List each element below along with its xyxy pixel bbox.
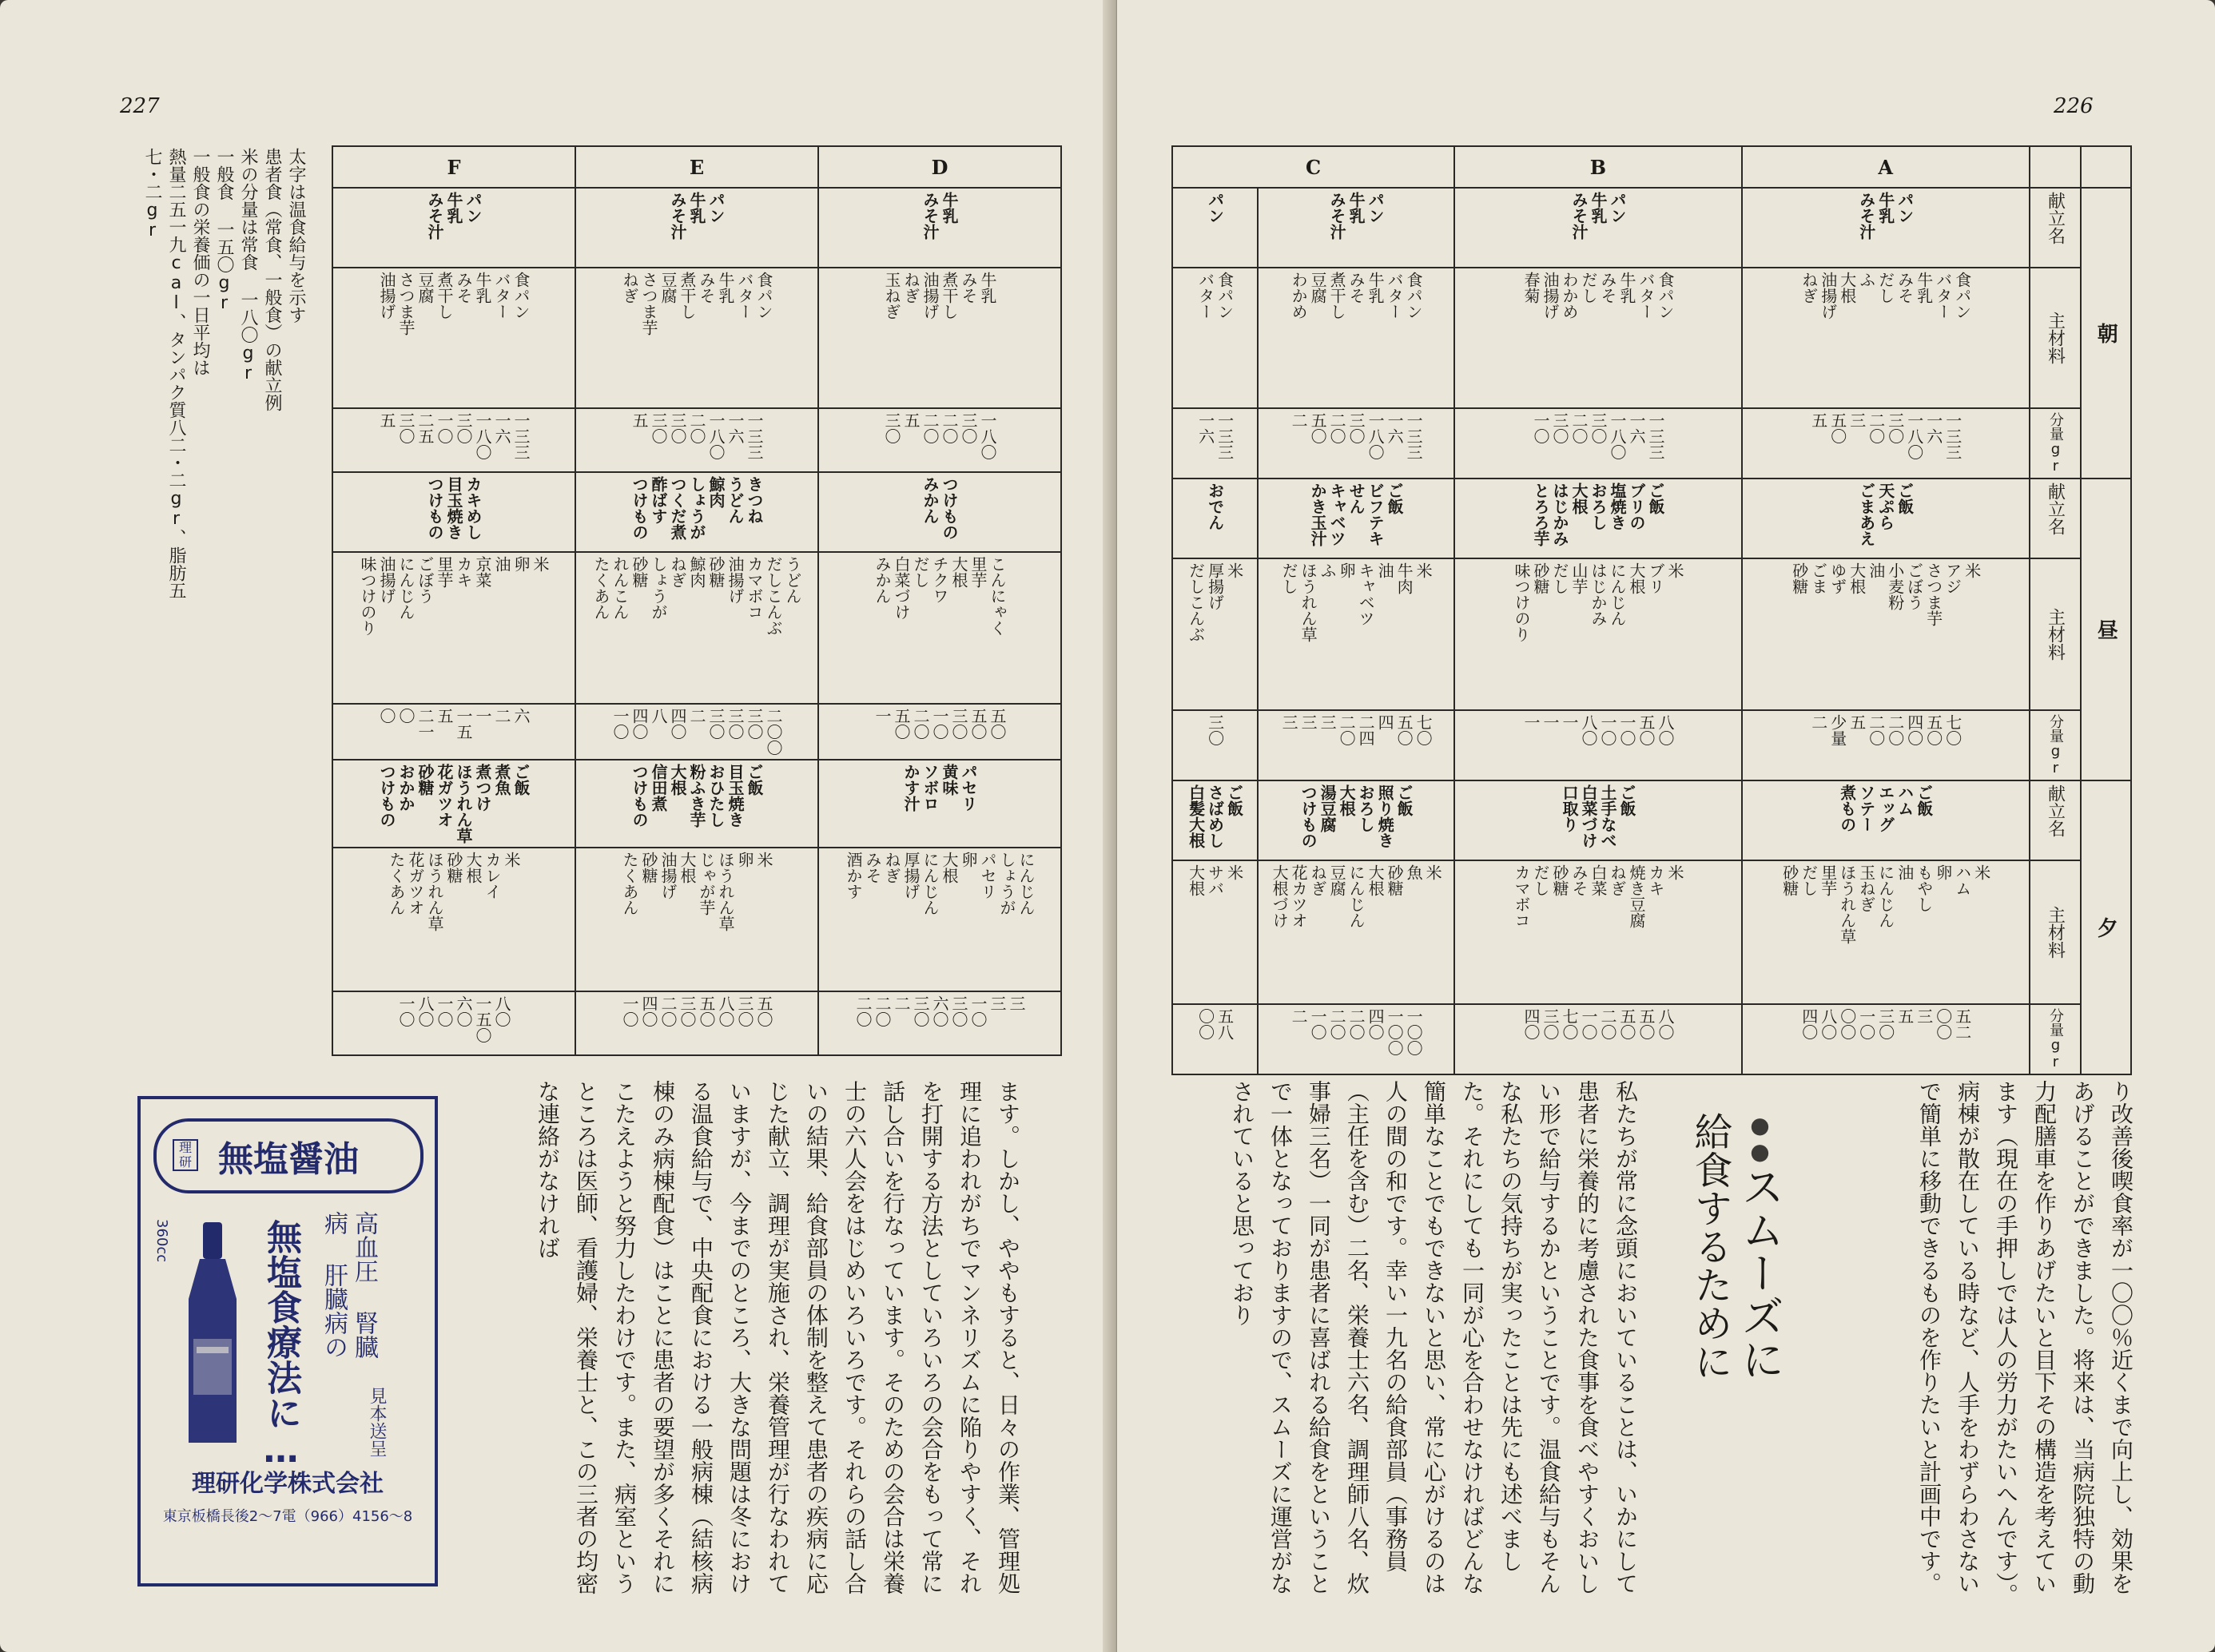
row-header-quantity: 分量gr <box>2046 412 2064 475</box>
menu-cell: ご飯 ブリの 塩焼き おろし 大根 はじかみ とろろ芋 <box>1530 482 1665 546</box>
row-header-ingredients: 主材料 <box>2045 312 2066 364</box>
note-line: 一般食 一五〇gr <box>214 148 234 313</box>
lunch-ingredients-row <box>332 552 1061 704</box>
row-header-menu: 献立名 <box>2045 192 2066 244</box>
quantity-cell: 一三三 一六 一八〇 三〇 二〇 三〇 一〇 <box>1530 412 1665 460</box>
header-spacer <box>2081 146 2131 188</box>
menu-cell: きつね うどん 鯨肉 しょうが つくだ煮 酢ばす つけもの <box>630 476 764 540</box>
menu-cell: ご飯 土手なべ 白菜づけ 口取り <box>1559 784 1636 848</box>
table-header-row <box>1172 146 2131 188</box>
lunch-menu-row <box>1172 479 2131 558</box>
column-header-d: D <box>818 146 1061 188</box>
menu-cell: ご飯 ハム エッグ ソテー 煮もの <box>1837 784 1934 832</box>
quantity-cell: 一三三 一六 一八〇 三〇 二〇 五〇 二 <box>1289 412 1424 460</box>
ingredient-cell: 米 ハム 卵 もやし 油 にんじん 玉ねぎ ほうれん草 里芋 だし 砂糖 <box>1780 864 1991 944</box>
ingredient-cell: 食パン バター 牛乳 みそ 煮干し 豆腐 わかめ <box>1289 272 1424 320</box>
quantity-cell: 三〇 <box>1205 714 1225 746</box>
ad-address: 東京板橋長後2〜7電（966）4156〜8 <box>162 1508 413 1525</box>
dinner-ingredients-row <box>332 848 1061 991</box>
lunch-ingredients-row <box>1172 558 2131 710</box>
ad-sample-offer: 見本送呈 <box>367 1387 387 1457</box>
breakfast-menu-row <box>332 188 1061 268</box>
ingredient-cell: 食パン バター <box>1195 272 1235 320</box>
dinner-menu-row <box>332 760 1061 848</box>
dinner-quantity-row <box>332 991 1061 1055</box>
menu-cell: ご飯 天ぷら ごまあえ <box>1856 482 1915 546</box>
article-body-right-2: 私たちが常に念頭においていることは、いかにして患者に栄養的に考慮された食事を食べやすくおいしい形で給与するかということです。温食給与もそんな私たちの気持ちが実ったことは先にも述べました。それにしても一同が心を合わせなければどんな簡単なことでもできないと思い、常に心がけるのは人の間の和です。幸い一九名の給食部員（事務員（主任を含む）二名、栄養士六名、調理師八名、炊事婦三名）一同が患者に喜ばれる給食をということで一体となっておりますので、スムーズに運営がなされていると思っており <box>1229 1080 1639 1594</box>
menu-cell: パン <box>1205 192 1225 224</box>
ingredient-cell: 食パン バター 牛乳 みそ 煮干し 豆腐 さつま芋 油揚げ <box>377 272 531 336</box>
quantity-cell: 一八〇 三〇 二〇 二〇 五 三〇 <box>882 412 997 460</box>
quantity-cell: 一三三 一六 一八〇 三〇 二〇 三 五〇 五 <box>1808 412 1962 460</box>
breakfast-quantity-row <box>332 408 1061 472</box>
meal-dinner: 夕 <box>2094 917 2118 938</box>
ingredient-cell: 米 カレイ 大根 砂糖 ほうれん草 花ガツオ たくあん <box>387 852 521 931</box>
row-header-quantity: 分量gr <box>2046 1008 2064 1070</box>
menu-cell: ご飯 煮魚 煮つけ ほうれん草 花ガツオ 砂糖 おかか つけもの <box>377 764 531 844</box>
lunch-quantity-row <box>332 704 1061 760</box>
note-line: 熱量二五一九cal、タンパク質八二・二gr、脂肪五 <box>166 148 186 599</box>
header-spacer <box>2030 146 2082 188</box>
menu-cell: ご飯 ビフテキ せん キャベツ かき玉汁 <box>1308 482 1405 546</box>
ingredient-cell: 米 サバ 大根 <box>1186 864 1244 896</box>
dinner-ingredients-row <box>1172 860 2131 1004</box>
row-header-ingredients: 主材料 <box>2045 608 2066 661</box>
menu-cell: パセリ 黄味 ソボロ かす汁 <box>901 764 978 812</box>
breakfast-menu-row <box>1172 188 2131 268</box>
lunch-menu-row <box>332 472 1061 552</box>
meal-breakfast: 朝 <box>2094 323 2118 344</box>
menu-table-right <box>1171 145 2132 1075</box>
page-number-right: 226 <box>2054 94 2094 118</box>
section-heading <box>1686 1112 1785 1380</box>
dinner-menu-row <box>1172 780 2131 860</box>
breakfast-quantity-row <box>1172 408 2131 479</box>
quantity-cell: 一三三 一六 <box>1195 412 1235 460</box>
ingredient-cell: 米 ブリ 大根 にんじん はじかみ 山芋 だし 砂糖 味つけのり <box>1511 562 1684 642</box>
ad-company: 理研化学株式会社 <box>192 1470 384 1498</box>
ingredient-cell: 米 カキ 焼き豆腐 ねぎ 白菜 みそ 砂糖 だし カマボコ <box>1511 864 1684 928</box>
quantity-cell: 八〇 一五〇 六〇 一〇 八〇 一〇 <box>396 995 511 1043</box>
quantity-cell: 七〇 五〇 四 二四 二〇 三 三 三 <box>1279 714 1434 746</box>
quantity-cell: 六 二 一 一五 五 二一 〇 〇 <box>377 708 531 740</box>
menu-cell: ご飯 さばめし 白髪大根 <box>1186 784 1244 848</box>
menu-cell: パン 牛乳 みそ汁 <box>1569 192 1627 240</box>
lunch-quantity-row <box>1172 710 2131 780</box>
column-header-c: C <box>1172 146 1454 188</box>
quantity-cell: 一三三 一六 一八〇 三〇 一〇 二五 三〇 五 <box>377 412 531 460</box>
right-page <box>1117 0 2215 1652</box>
quantity-cell: 八〇 五〇 一〇 一〇 八〇 一 一 一 <box>1521 714 1675 746</box>
quantity-cell: 五二 〇〇 三 五 三〇 一〇 〇〇 八〇 四〇 <box>1799 1008 1972 1040</box>
menu-cell: パン 牛乳 みそ汁 <box>1856 192 1915 240</box>
quantity-cell: 七〇 五〇 四〇 二〇 二〇 五 少量 二 <box>1808 714 1962 746</box>
row-header-quantity: 分量gr <box>2046 714 2064 776</box>
note-line: 太字は温食給与を示す <box>286 148 306 324</box>
ingredient-cell: 米 卵 ほうれん草 じゃが芋 大根 油揚げ 砂糖 たくあん <box>620 852 773 931</box>
dinner-quantity-row <box>1172 1004 2131 1074</box>
ingredient-cell: こんにゃく 里芋 大根 チクワ だし 白菜づけ みかん <box>873 556 1007 636</box>
ad-slogan: 無塩食療法に… <box>260 1219 301 1471</box>
note-line: 患者食（常食、一般食）の献立例 <box>262 148 282 411</box>
menu-cell: 牛乳 みそ汁 <box>921 192 959 240</box>
meal-lunch: 昼 <box>2094 619 2118 640</box>
quantity-cell: 五〇 三〇 八〇 五〇 三〇 二〇 四〇 一〇 <box>620 995 773 1027</box>
ad-illnesses: 高血圧 腎臓病 肝臓病の <box>320 1211 378 1359</box>
ingredient-cell: 米 アジ さつま芋 ごぼう 小麦粉 油 大根 ゆず ごま 砂糖 <box>1789 562 1982 626</box>
table-notes <box>140 148 308 1042</box>
quantity-cell: 一三三 一六 一八〇 二〇 三〇 三〇 五 <box>630 412 764 460</box>
menu-cell: つけもの みかん <box>921 476 959 540</box>
menu-cell: パン 牛乳 みそ汁 <box>1327 192 1386 240</box>
ingredient-cell: 食パン バター 牛乳 みそ だし わかめ 油揚げ 春菊 <box>1521 272 1675 320</box>
quantity-cell: 一〇〇 一〇〇 四〇 二〇 二〇 一〇 二 <box>1289 1008 1424 1056</box>
breakfast-ingredients-row <box>332 268 1061 408</box>
ingredient-cell: 米 牛肉 油 キャベツ 卵 ふ ほうれん草 だし <box>1279 562 1434 642</box>
quantity-cell: 八〇 五〇 五〇 二〇 一〇 七〇 三〇 四〇 <box>1521 1008 1675 1040</box>
quantity-cell: 五〇 五〇 三〇 一〇 二〇 五〇 一 <box>873 708 1007 740</box>
quantity-cell: 五八 〇〇 <box>1195 1008 1235 1040</box>
article-body-left: ます。しかし、ややもすると、日々の作業、管理処理に追われがちでマンネリズムに陥りやすく、それを打開する方法としていろいろの会合をもって常に話し合いを行なっています。そのための会合は栄養士の六人会をはじめいろいろです。それらの話し合いの結果、給食部員の体制を整えて患者の疾病に応じた献立、調理が実施され、栄養管理が行なわれていますが、今までのところ、大きな問題は冬における温食給与で、中央配食における一般病棟（結核病棟のみ病棟配食）はことに患者の要望が多くそれにこたえようと努力したわけです。また、病室というところは医師、看護婦、栄養士と、この三者の均密な連絡がなければ <box>535 1080 1021 1594</box>
breakfast-ingredients-row <box>1172 268 2131 408</box>
ingredient-cell: 牛乳 みそ 煮干し 油揚げ ねぎ 玉ねぎ <box>882 272 997 320</box>
column-header-e: E <box>575 146 818 188</box>
heading-line-1: スムーズに <box>1735 1165 1785 1380</box>
ad-volume: 360cc <box>153 1219 170 1263</box>
column-header-a: A <box>1742 146 2030 188</box>
bottle-icon <box>173 1219 253 1451</box>
row-header-ingredients: 主材料 <box>2045 906 2066 959</box>
ingredient-cell: うどん だしこんぶ カマボコ 油揚げ 砂糖 鯨肉 ねぎ しょうが 砂糖 れんこん たくあん <box>591 556 802 636</box>
menu-cell: カキめし 目玉焼き つけもの <box>425 476 483 540</box>
note-line: 米の分量は常食 一八〇gr <box>238 148 258 383</box>
article-body-right-1: り改善後喫食率が一〇〇％近くまで向上し、効果をあげることができました。将来は、当病院独特の動力配膳車を作りあげたいと目下その構造を考えています（現在の手押しでは人の労力がたいへんです）。病棟が散在している時など、人手をわずらわさないで簡単に移動できるものを作りたいと計画中です。 <box>1916 1080 2134 1606</box>
heading-line-2: 給食するために <box>1688 1112 1732 1380</box>
ingredient-cell: 食パン バター 牛乳 みそ だし ふ 大根 油揚げ ねぎ <box>1799 272 1972 320</box>
ingredient-cell: 米 魚 砂糖 大根 にんじん 豆腐 ねぎ 花カツオ 大根づけ <box>1270 864 1443 928</box>
menu-cell: ご飯 目玉焼き おひたし 粉ふき芋 大根 信田煮 つけもの <box>630 764 764 828</box>
ad-title: 無塩醤油 <box>153 1118 424 1193</box>
menu-cell: パン 牛乳 みそ汁 <box>425 192 483 240</box>
table-header-row <box>332 146 1061 188</box>
menu-cell: おでん <box>1205 482 1225 530</box>
note-line: 七・二gr <box>142 148 162 240</box>
menu-cell: パン 牛乳 みそ汁 <box>668 192 726 240</box>
quantity-cell: 三 三 一〇 三〇 六〇 三〇 二 二〇 二〇 <box>853 995 1026 1027</box>
row-header-menu: 献立名 <box>2045 784 2066 837</box>
page-number-left: 227 <box>120 94 160 118</box>
soy-sauce-advertisement <box>137 1096 438 1586</box>
row-header-menu: 献立名 <box>2045 482 2066 535</box>
heading-bullet: ●● <box>1747 1112 1773 1165</box>
ingredient-cell: 米 卵 油 京菜 カキ 里芋 ごぼう にんじん 油揚げ 味つけのり <box>358 556 550 636</box>
column-header-f: F <box>332 146 575 188</box>
ingredient-cell: 米 厚揚げ だしこんぶ <box>1186 562 1244 642</box>
menu-cell: ご飯 照り焼き おろし 大根 湯豆腐 つけもの <box>1298 784 1414 848</box>
note-line: 一般食の栄養価の一日平均は <box>190 148 210 376</box>
ad-brand-mark: 理研 <box>173 1139 198 1171</box>
column-header-b: B <box>1454 146 1742 188</box>
ingredient-cell: 食パン バター 牛乳 みそ 煮干し 豆腐 さつま芋 ねぎ <box>620 272 773 336</box>
ingredient-cell: にんじん しょうが パセリ 卵 大根 にんじん 厚揚げ ねぎ みそ 酒かす <box>844 852 1036 915</box>
quantity-cell: 二〇〇 三〇 三〇 三〇 二 四〇 八 四〇 一〇 <box>610 708 783 756</box>
menu-table-left <box>332 145 1062 1056</box>
